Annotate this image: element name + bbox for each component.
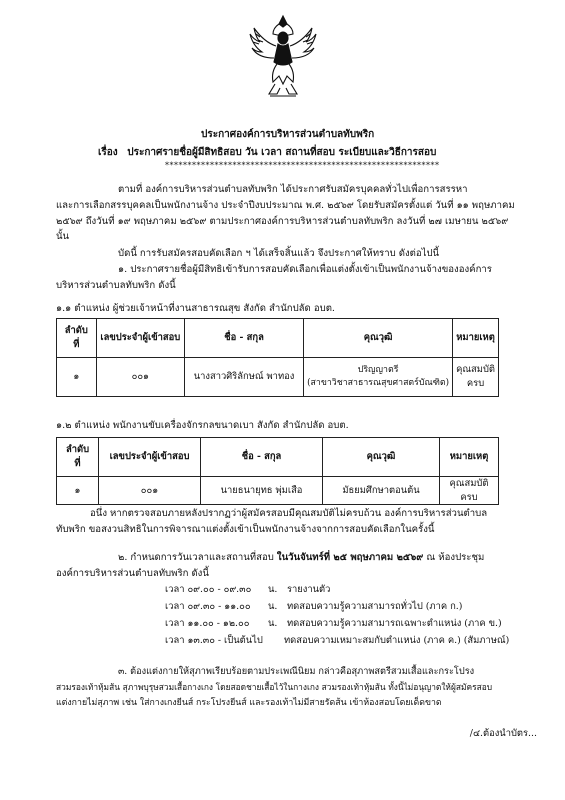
col-header-note: หมายเหตุ [440,438,499,477]
item3-line-2: สวมรองเท้าหุ้มส้น สุภาพบุรุษสวมเสื้อกางเกง โดยสอดชายเสื้อไว้ในกางเกง สวมรองเท้าหุ้มส้น ทั้งนี้ไม่อนุญาตให้ผู้สมัครสอบ [56,682,493,692]
document-title: ประกาศองค์การบริหารส่วนตำบลทับพริก [201,129,375,140]
table-row [57,477,499,505]
remark-line-2: ทับพริก ขอสงวนสิทธิในการพิจารณาแต่งตั้งเข้าเป็นพนักงานจ้างจากการสอบคัดเลือกในครั้งนี้ [56,524,435,535]
col-header-exam-id: เลขประจำผู้เข้าสอบ [96,319,184,358]
table-row [57,358,499,397]
item3-line-1: ๓. ต้องแต่งกายให้สุภาพเรียบร้อยตามประเพณีนิยม กล่าวคือสุภาพสตรีสวมเสื้อและกระโปรง [118,666,475,677]
cell-note: คุณสมบัติครบ [440,477,499,505]
col-header-no: ลำดับ ที่ [57,438,99,477]
position1-table [56,318,499,397]
table-header-row [57,319,499,358]
cell-exam-id: ๐๐๑ [96,358,184,397]
schedule-item: เวลา ๑๑.๐๐ - ๑๒.๐๐ น. ทดสอบความรู้ความสามารถเฉพาะตำแหน่ง (ภาค ข.) [165,618,502,629]
item2-line-1: ๒. กำหนดการวันเวลาและสถานที่สอบ ในวันจันทร์ที่ ๒๕ พฤษภาคม ๒๕๖๙ ณ ห้องประชุม [118,552,485,563]
schedule-item: เวลา ๐๙.๓๐ - ๑๑.๐๐ น. ทดสอบความรู้ความสามารถทั่วไป (ภาค ก.) [165,601,463,612]
intro-line-2: และการเลือกสรรบุคคลเป็นพนักงานจ้าง ประจำปีงบประมาณ พ.ศ. ๒๕๖๙ โดยรับสมัครตั้งแต่ วันที่ ๑๑ พฤษภาคม [56,200,515,211]
remark-line-1: อนึ่ง หากตรวจสอบภายหลังปรากฏว่าผู้สมัครสอบมีคุณสมบัติไม่ครบถ้วน องค์การบริหารส่วนตำบล [90,508,488,519]
intro-line-1: ตามที่ องค์การบริหารส่วนตำบลทับพริก ได้ประกาศรับสมัครบุคคลทั่วไปเพื่อการสรรหา [118,184,468,195]
exam-date: ในวันจันทร์ที่ ๒๕ พฤษภาคม ๒๕๖๙ [276,552,424,563]
subject-text: ประกาศรายชื่อผู้มีสิทธิสอบ วัน เวลา สถานที่สอบ ระเบียบและวิธีการสอบ [127,147,437,158]
position2-table [56,437,499,505]
cell-no: ๑ [57,477,99,505]
table-header-row [57,438,499,477]
position2-heading: ๑.๒ ตำแหน่ง พนักงานขับเครื่องจักรกลขนาดเบา สังกัด สำนักปลัด อบต. [56,420,349,431]
item1-line-2: บริหารส่วนตำบลทับพริก ดังนี้ [56,280,176,291]
cell-name: นางสาวศิริลักษณ์ พาทอง [184,358,303,397]
item1-line-1: ๑. ประกาศรายชื่อผู้มีสิทธิเข้ารับการสอบคัดเลือกเพื่อแต่งตั้งเข้าเป็นพนักงานจ้างขององค์การ [118,264,492,275]
col-header-note: หมายเหตุ [453,319,499,358]
cell-name: นายธนายุทธ พุ่มเสือ [201,477,323,505]
cell-exam-id: ๐๐๑ [99,477,201,505]
item3-line-3: แต่งกายไม่สุภาพ เช่น ใส่กางเกงยีนส์ กระโปรงยีนส์ และรองเท้าไม่มีสายรัดส้น เข้าห้องสอบโดยเด็ดขาด [56,698,442,708]
col-header-qualification: คุณวุฒิ [323,438,440,477]
garuda-emblem-icon [248,12,318,100]
col-header-exam-id: เลขประจำผู้เข้าสอบ [99,438,201,477]
col-header-no: ลำดับ ที่ [57,319,97,358]
intro-line-5: บัดนี้ การรับสมัครสอบคัดเลือก ฯ ได้เสร็จสิ้นแล้ว จึงประกาศให้ทราบ ดังต่อไปนี้ [118,248,440,259]
cell-qualification: มัธยมศึกษาตอนต้น [323,477,440,505]
intro-line-3: ๒๕๖๙ ถึงวันที่ ๑๙ พฤษภาคม ๒๕๖๙ ตามประกาศองค์การบริหารส่วนตำบลทับพริก ลงวันที่ ๒๗ เมษายน ๒๕๖๙ [56,216,509,227]
document-subject [98,146,436,161]
position1-heading: ๑.๑ ตำแหน่ง ผู้ช่วยเจ้าหน้าที่งานสาธารณสุข สังกัด สำนักปลัด อบต. [56,303,335,314]
schedule-item: เวลา ๐๙.๐๐ - ๐๙.๓๐ น. รายงานตัว [165,584,331,595]
cell-no: ๑ [57,358,97,397]
subject-label: เรื่อง [98,147,118,158]
item2-line-2: องค์การบริหารส่วนตำบลทับพริก ดังนี้ [56,568,209,579]
cell-qualification: ปริญญาตรี (สาขาวิชาสาธารณสุขศาสตร์บัณฑิต) [304,358,453,397]
col-header-qualification: คุณวุฒิ [304,319,453,358]
intro-line-4: นั้น [56,231,70,242]
schedule-item: เวลา ๑๓.๓๐ - เป็นต้นไป ทดสอบความเหมาะสมกับตำแหน่ง (ภาค ค.) (สัมภาษณ์) [165,635,510,646]
col-header-name: ชื่อ - สกุล [201,438,323,477]
continued-marker: /๔.ต้องนำบัตร... [469,728,537,739]
separator-stars: ************************************************************* [165,161,440,170]
col-header-name: ชื่อ - สกุล [184,319,303,358]
cell-note: คุณสมบัติครบ [453,358,499,397]
